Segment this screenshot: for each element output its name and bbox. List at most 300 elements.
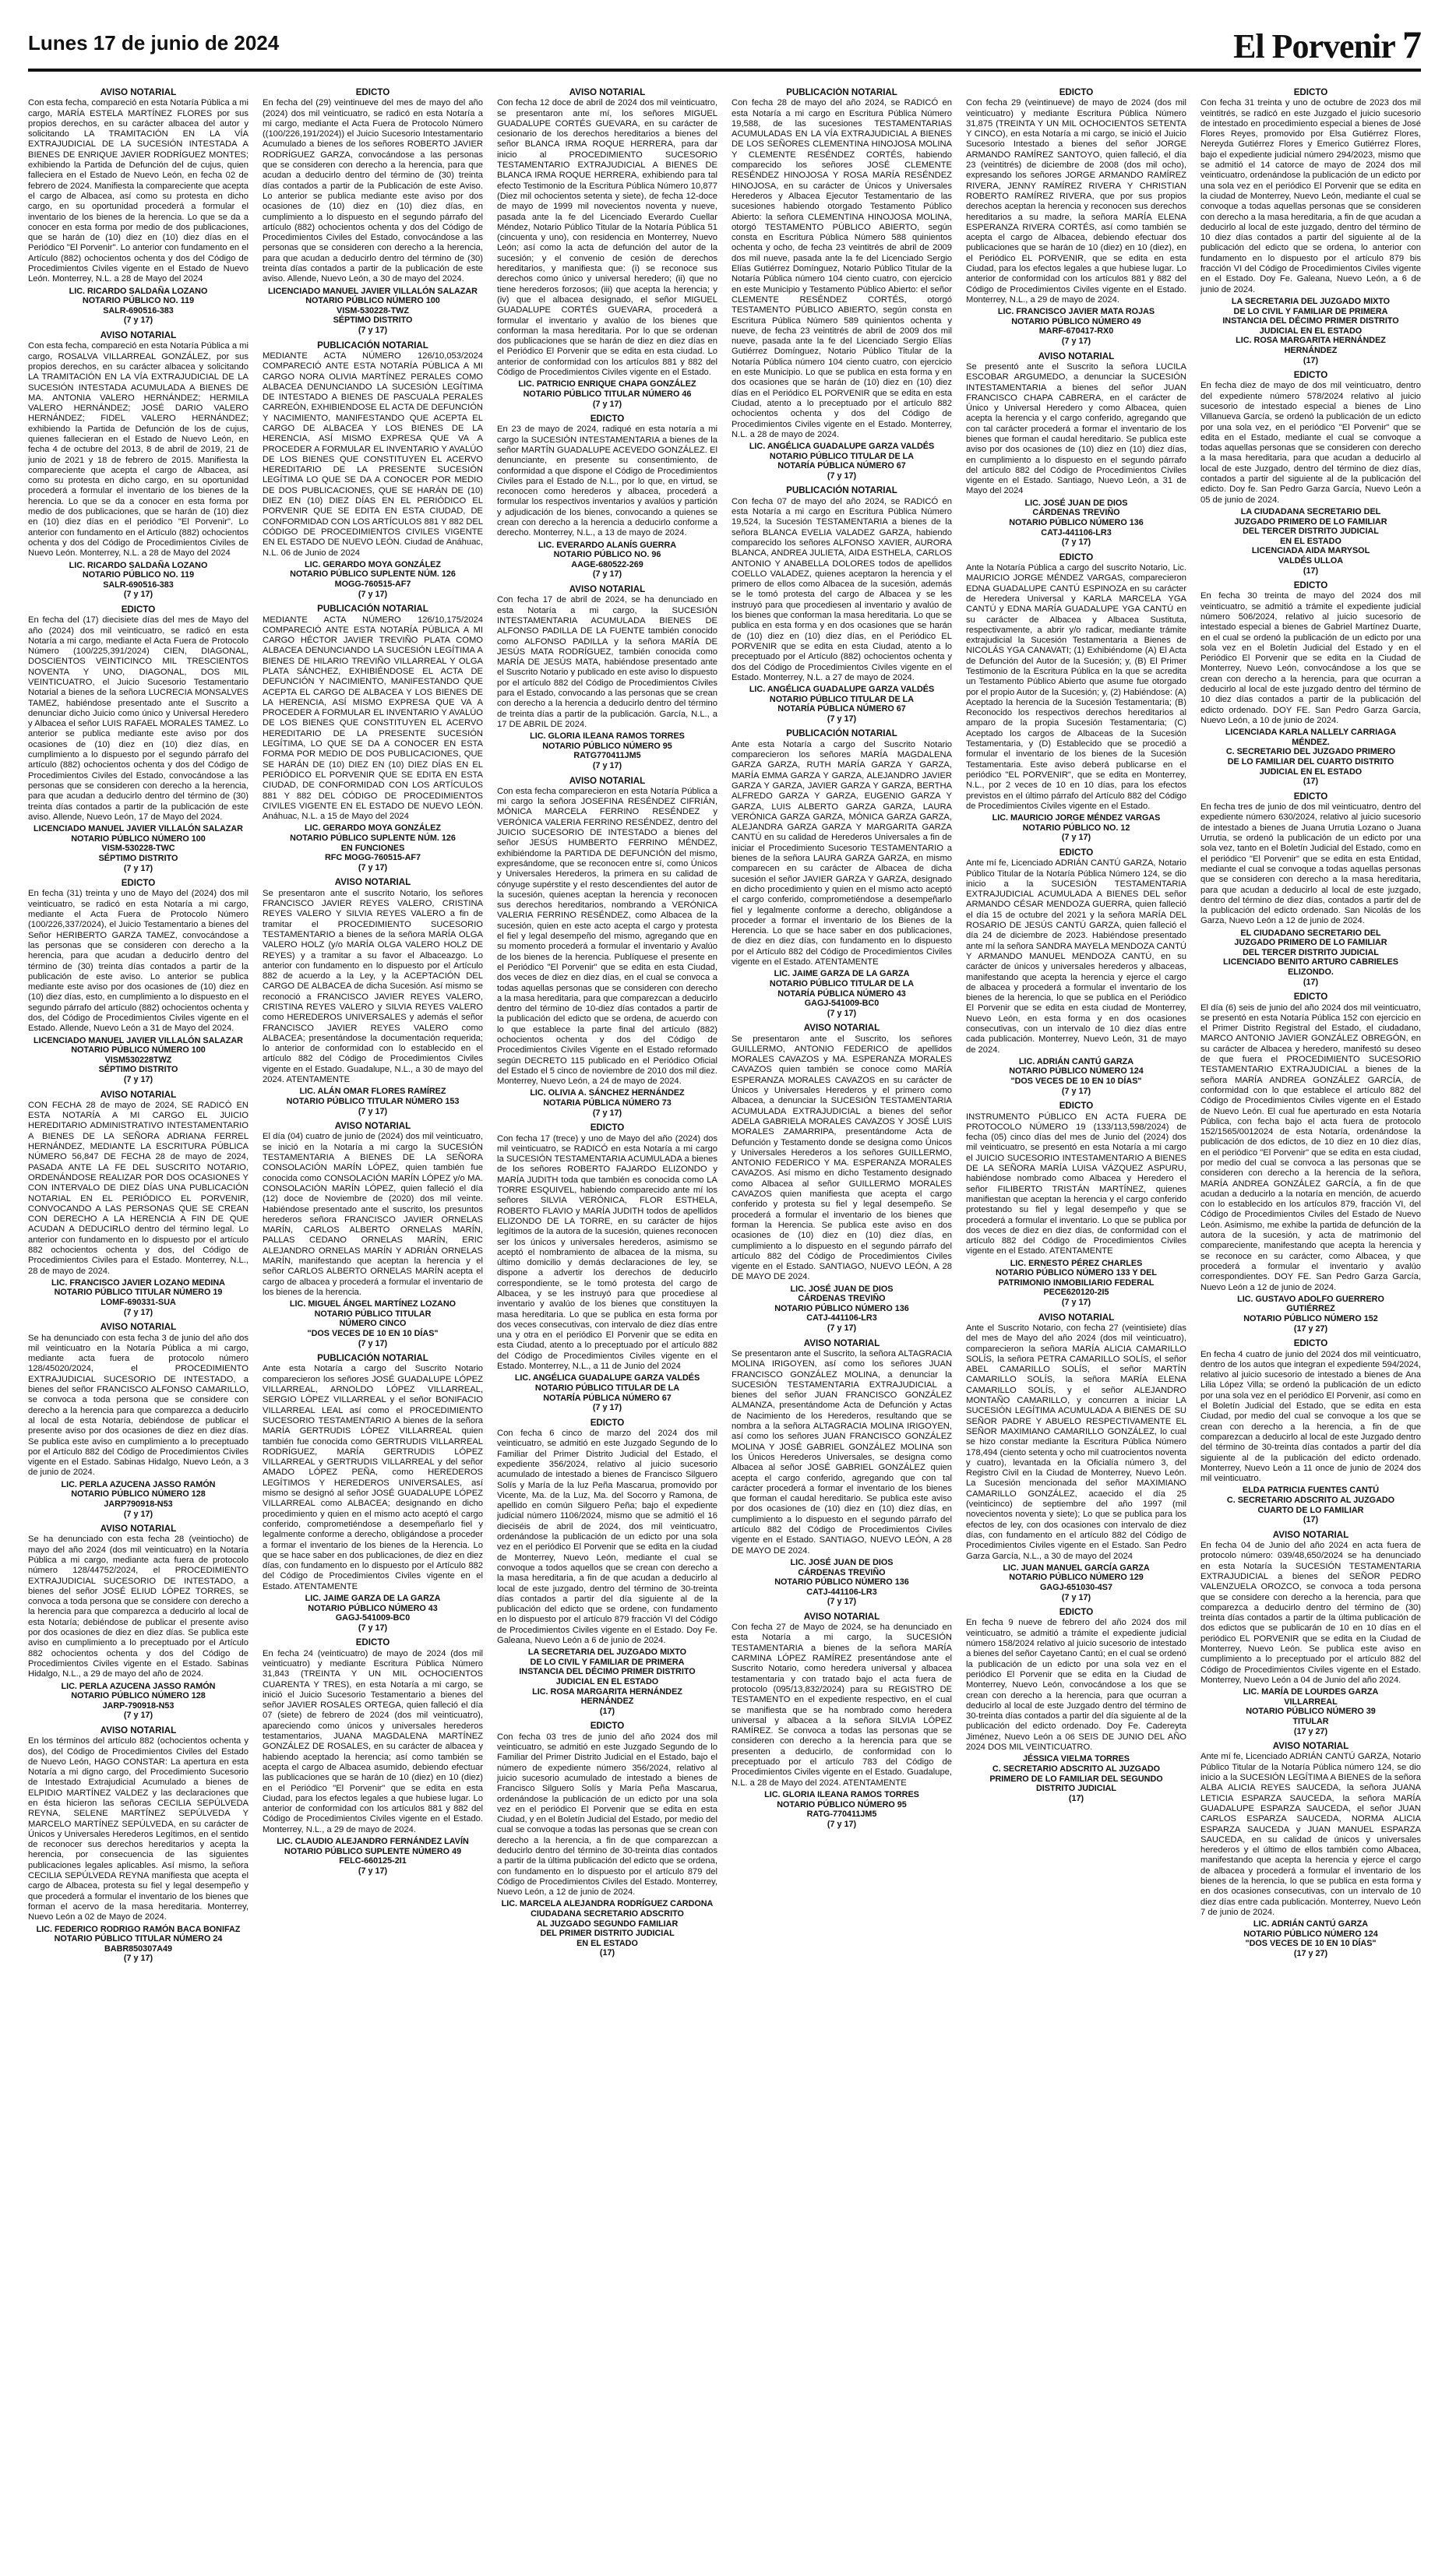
notice-signature <box>966 1259 1186 1308</box>
notice-body: INSTRUMENTO PÚBLICO EN ACTA FUERA DE PROTOCOLO NÚMERO 19 (133/113,598/2024) de fecha (05) cinco días del mes de Junio del (2024) dos mil veinticuatro, se presentó en esta Notaría a mi cargo el JUICIO SUCESORIO INTESTAMENTARIO A BIENES DE LA SEÑORA MARÍA LUISA VÁZQUEZ ASPURU, habiéndose nombrado como Albacea y Heredero el señor FILIBERTO TRISTÁN MARTÍNEZ, quienes manifiestan que aceptan la herencia y el cargo conferido protestando su fiel y legal desempeño y que se procederá a formular el inventario. Lo que se publica por dos veces de diez en diez días, de conformidad con el artículo 882 del Código de Procedimientos Civiles vigente en el Estado. ATENTAMENTE <box>966 1112 1186 1256</box>
signature-line: NOTARÍA PÚBLICA NÚMERO 67 <box>777 461 906 471</box>
notice-signature <box>28 1278 249 1317</box>
signature-line: C. SECRETARIO ADSCRITO AL JUZGADO <box>1226 1495 1395 1505</box>
signature-line: EL CIUDADANO SECRETARIO DEL <box>1240 928 1381 938</box>
notice-title: AVISO NOTARIAL <box>100 1322 177 1333</box>
legal-notice <box>263 1353 483 1633</box>
signature-line: LIC. PATRICIO ENRIQUE CHAPA GONZÁLEZ <box>518 379 696 389</box>
notice-columns <box>28 87 1421 2553</box>
notice-title: EDICTO <box>1059 847 1094 858</box>
signature-line: (7 y 17) <box>592 760 622 770</box>
signature-line: (7 y 17) <box>358 326 388 336</box>
notice-title: PUBLICACIÓN NOTARIAL <box>786 485 897 496</box>
legal-notice <box>28 878 249 1084</box>
legal-notice <box>966 351 1186 548</box>
legal-notice <box>263 877 483 1116</box>
notice-title: EDICTO <box>1293 1338 1328 1349</box>
notice-signature <box>966 307 1186 346</box>
legal-notice <box>28 330 249 600</box>
column-3 <box>497 87 717 2553</box>
signature-line: C. SECRETARIO DEL JUZGADO PRIMERO <box>1225 747 1396 757</box>
signature-line: DEL TERCER DISTRITO JUDICIAL <box>1243 947 1379 957</box>
signature-line: NOTARIO PÚBLICO NO. 119 <box>82 570 195 580</box>
signature-line: LIC. ALÁN OMAR FLORES RAMÍREZ <box>299 1087 446 1097</box>
notice-body: MEDIANTE ACTA NÚMERO 126/10,053/2024 COMPARECIÓ ANTE ESTA NOTARÍA PÚBLICA A MI CARGO NORA OLIVIA MARTÍNEZ PERALES COMO ALBACEA DENUNCIANDO LA SUCESIÓN LEGÍTIMA DE INTESTADO A BIENES DE PASCUALA PERALES CARREÓN, EXHIBIENDOSE EL ACTA DE DEFUNCIÓN Y NACIMIENTO, MANIFESTANDO QUE ACEPTA EL CARGO DE ALBACEA Y LOS BIENES DE LA HERENCIA, ASÍ MISMO EXPRESA QUE VA A PROCEDER A FORMULAR EL INVENTARIO Y AVALÚO DE LOS BIENES QUE CONSTITUYEN EL ACERVO HEREDITARIO DE LA PRESENTE SUCESIÓN LEGÍTIMA LO QUE SE DA A CONOCER POR MEDIO DE DOS PUBLICACIONES, QUE SE HARÁN DE (10) DIEZ EN (10) DIEZ DÍAS EN EL PERIÓDICO EL PORVENIR QUE SE EDITA EN ESTA CIUDAD, DE CONFORMIDAD CON LOS ARTÍCULOS 881 Y 882 DEL CÓDIGO DE PROCEDIMIENTOS CIVILES VIGENTE EN EL ESTADO DE NUEVO LEÓN. Ciudad de Anáhuac, N.L. 06 de Junio de 2024 <box>263 351 483 558</box>
notice-title: AVISO NOTARIAL <box>569 87 646 97</box>
notice-body: MEDIANTE ACTA NÚMERO 126/10,175/2024 COMPARECIÓ ANTE ESTA NOTARÍA PÚBLICA A MI CARGO HÉCTOR JAVIER TREVIÑO PLATA COMO ALBACEA DENUNCIANDO LA SUCESIÓN LEGÍTIMA A BIENES DE HILARIO TREVIÑO VILLARREAL Y OLGA PLATA SÁNCHEZ, EXHIBIÉNDOSE EL ACTA DE DEFUNCIÓN Y NACIMIENTO, MANIFESTANDO QUE ACEPTA EL CARGO DE ALBACEA Y LOS BIENES DE LA HERENCIA, ASÍ MISMO EXPRESA QUE VA A PROCEDER A FORMULAR EL INVENTARIO Y AVALÚO DE LOS BIENES QUE CONSTITUYEN EL ACERVO HEREDITARIO DE LA PRESENTE SUCESIÓN LEGÍTIMA, LO QUE SE DA A CONOCER EN ESTA FORMA POR MEDIO DE DOS PUBLICACIONES, QUE SE HARÁN DE (10) DIEZ EN (10) DIEZ DÍAS EN EL PERIÓDICO EL PORVENIR QUE SE EDITA EN ESTA CIUDAD, DE CONFORMIDAD CON LOS ARTÍCULOS 881 Y 882 DEL CÓDIGO DE PROCEDIMIENTOS CIVILES VIGENTE EN EL ESTADO DE NUEVO LEÓN. Anáhuac, N.L. a 15 de Mayo del 2024 <box>263 615 483 822</box>
signature-line: MARF-670417-RX0 <box>1038 326 1114 337</box>
signature-line: LIC. GLORIA ILEANA RAMOS TORRES <box>530 731 685 742</box>
legal-notice <box>966 1313 1186 1603</box>
signature-line: VISM-530228-TWC <box>101 844 175 854</box>
signature-line: GAGJ-541009-BC0 <box>804 999 880 1009</box>
signature-line: JUDICIAL EN EL ESTADO <box>1259 326 1363 336</box>
notice-title: EDICTO <box>590 1122 625 1133</box>
signature-line: NOTARIO PÚBLICO NÚMERO 129 <box>1009 1573 1144 1583</box>
signature-line: (7 y 17) <box>358 1623 388 1633</box>
notice-signature <box>732 442 952 481</box>
notice-body: En los términos del artículo 882 (ochocientos ochenta y dos), del Código de Procedimientos Civiles del Estado de Nuevo León, HAGO CONSTAR: La apertura en esta Notaría a mi digno cargo, del Procedimiento Sucesorio de Intestado Extrajudicial Acumulado a bienes de ELPIDIO MARTÍNEZ VALDEZ y las declaraciones que en ésta hicieron las señoras CECILIA SEPÚLVEDA REYNA, SELENE MARTÍNEZ SEPÚLVEDA Y MARCELO MARTÍNEZ SEPÚLVEDA, en su carácter de Únicos y Universales Herederos Legítimos, en el sentido de reconocer sus derechos hereditarios y acepta la herencia, por consecuencia de las siguientes publicaciones legales aplicables. Así mismo, la señora CECILIA SEPÚLVEDA REYNA manifiesta que acepta el cargo de Albacea, protesta su fiel y legal desempeño y que procederá a formular el inventario de los bienes que forman el acervo de la masa hereditaria. Monterrey, Nuevo León a 02 de Mayo de 2024. <box>28 1736 249 1922</box>
notice-body: Con fecha 07 de mayo del año 2024, se RADICÓ en esta Notaría a mi cargo en Escritura Pública Número 19,524, la Sucesión TESTAMENTARIA a bienes de la señora BLANCA EVELIA VALADEZ GARZA, habiendo comparecido los señores ALFONSO XAVIER, AURORA BLANCA, ANDREA JULIETA, AIDA ESTHELA, CARLOS ANTONIO Y ANABELLA DOLORES todos de apellidos COELLO VALADEZ, quienes aceptaron la herencia y el primero de ellos como Albacea de la sucesión, además se le tomó protesta del cargo de Albacea y se les instruyó para que procediesen al inventario y avalúo de los bienes que conforman la masa hereditaria. Lo que se publica en esta forma y en dos ocasiones que se harán de (10) diez en (10) diez días, en el Periódico EL PORVENIR que se edita en esta Ciudad, atento a lo preceptuado por el Artículo (882) ochocientos ochenta y dos del Código de Procedimientos Civiles vigente en el Estado. Monterrey, N.L. a 27 de mayo de 2024. <box>732 496 952 682</box>
notice-title: EDICTO <box>121 878 156 889</box>
notice-title: EDICTO <box>1059 1607 1094 1618</box>
notice-signature <box>497 731 717 770</box>
notice-body: Con fecha 12 doce de abril de 2024 dos mil veinticuatro, se presentaron ante mí, los señores MIGUEL GUADALUPE CORTÉS GUEVARA, en su carácter de cesionario de los derechos hereditarios a bienes del señor BLANCA IRMA ROQUE HERRERA, para dar inicio al PROCEDIMIENTO SUCESORIO TESTAMENTARIO EXTRAJUDICIAL A BIENES DE BLANCA IRMA ROQUE HERRERA, exhibiendo para tal efecto Testimonio de la Escritura Pública Número 10,877 (Diez mil ochocientos setenta y siete), de fecha 12-doce de mayo de 1999 mil novecientos noventa y nueve, pasada ante la fe del Licenciado Everardo Cuellar Méndez, Notario Público Titular de la Notaría Pública 51 (cincuenta y uno), con residencia en Monterrey, Nuevo León; así como la acta de defunción del autor de la sucesión; y el convenio de cesión de derechos hereditarios, y manifiesta que: (i) se reconoce sus derechos como único y universal heredero; (ii) que no tiene herederos forzosos; (iii) que acepta la herencia; y (iv) que el albacea designado, el señor MIGUEL GUADALUPE CORTÉS GUEVARA, procederá a formular el inventario y avalúo de los bienes que conforman la masa hereditaria. Por lo que se ordenan dos publicaciones que se harán de diez en diez días en el Periódico El Porvenir que se edita en esta ciudad. Lo anterior de conformidad con los artículos 881 y 882 del Código de Procedimientos Civiles vigente en el Estado. <box>497 98 717 378</box>
signature-line: NOTARIO PÚBLICO NÚMERO 43 <box>308 1603 438 1613</box>
signature-line: (7 y 17) <box>827 1323 857 1334</box>
notice-body: Con fecha 17 de abril de 2024, se ha denunciado en esta Notaría a mi cargo, la SUCESIÓN INTESTAMENTARIA ACUMULADA BIENES DE ALFONSO PADILLA DE LA FUENTE también conocido como ALFONSO PADILLA y la señora MARÍA DE JESÚS MATA RODRÍGUEZ, también conocida como MARÍA DE JESÚS MATA, habiéndose presentado ante el Suscrito Notario y publicado en este aviso lo dispuesto por el artículo 882 del Código de Procedimientos Civiles para el Estado, convocando a las personas que se crean con derecho a la herencia a deducirlo dentro del término de treinta días a partir de la publicación. García, N.L., a 17 DE ABRIL DE 2024. <box>497 595 717 729</box>
signature-line: NOTARIA PÚBLICA NÚMERO 73 <box>543 1098 672 1108</box>
notice-title: EDICTO <box>1293 370 1328 381</box>
signature-line: (7 y 17) <box>123 1954 153 1964</box>
signature-line: RATG770411JM5 <box>573 751 641 761</box>
signature-line: MOGG-760515-AF7 <box>334 580 411 590</box>
notice-body: En fecha 9 nueve de febrero del año 2024 dos mil veinticuatro, se admitió a trámite el expediente judicial número 158/2024 relativo al juicio sucesorio de intestado a bienes del señor Cayetano Cantú; en el cual se ordenó la publicación de un edicto por una sola vez en el periódico El Porvenir que se edita en la Ciudad de Monterrey, Nuevo León, convocándose a los que se crean con derecho a la herencia, para que ocurran a deducirlo al local de este Juzgado dentro del término de 30-treinta días contados a partir del día siguiente al de la publicación del edicto ordenado. Doy Fe. Cadereyta Jiménez, Nuevo León a 06 SEIS DE JUNIO DEL AÑO 2024 DOS MIL VEINTICUATRO. <box>966 1618 1186 1753</box>
signature-line: EN EL ESTADO <box>576 1938 638 1948</box>
signature-line: VALDÉS ULLOA <box>1278 555 1344 566</box>
notice-signature <box>28 1682 249 1721</box>
signature-line: EN FUNCIONES <box>340 843 405 853</box>
signature-line: LIC. JOSÉ JUAN DE DIOS <box>790 1557 894 1567</box>
signature-line: RATG-770411JM5 <box>806 1810 877 1820</box>
signature-line: NOTARIO PÚBLICO SUPLENTE NÚMERO 49 <box>284 1846 462 1856</box>
signature-line: LIC. JOSÉ JUAN DE DIOS <box>790 1284 894 1294</box>
notice-signature <box>497 1373 717 1412</box>
signature-line: (17) <box>1303 355 1319 365</box>
signature-line: CATJ-441106-LR3 <box>806 1313 877 1323</box>
signature-line: JÉSSICA VIELMA TORRES <box>1023 1754 1130 1764</box>
notice-body: Con fecha 6 cinco de marzo del 2024 dos mil veinticuatro, se admitió en este Juzgado Segundo de lo Familiar del Primer Distrito Judicial del Estado, el expediente 356/2024, relativo al juicio sucesorio acumulado de intestado a bienes de Francisco Silguero Solís y María de la luz Peña Mascarua, promovido por Vicente, Ma. de la Luz, Ma. del Socorro y Ramona, de apellido en común Silguero Peña; bajo el expediente judicial número 1106/2024, mismo que se admitió el 16 dieciséis de abril de 2024, dos mil veinticuatro, ordenándose la publicación de un edicto por una sola vez en el periódico El Porvenir que se edita en la ciudad de Monterrey, Nuevo León, mediante el cual se convoque a todos aquellos que se crean con derecho a la masa hereditaria, a fin de que acudan a deducirlo al local de este juzgado, dentro del término de 30-treinta días contados a partir del día siguiente al de la publicación del edicto que se ordene, con fundamento en lo dispuesto por el artículo 879 fracción VI del Código de Procedimientos Civiles vigente en el Estado. Doy Fe. Galeana, Nuevo León a 6 de junio de 2024. <box>497 1429 717 1645</box>
column-4 <box>732 87 952 2553</box>
signature-line: NOTARIO PÚBLICO NÚMERO 100 <box>71 1045 206 1055</box>
signature-line: BABR850307A49 <box>104 1943 173 1954</box>
notice-signature <box>28 824 249 873</box>
legal-notice <box>497 776 717 1119</box>
signature-line: CATJ-441106-LR3 <box>1041 527 1112 537</box>
signature-line: (17) <box>1303 777 1319 787</box>
signature-line: NOTARIO PÚBLICO NÚMERO 95 <box>542 741 672 751</box>
notice-body: CON FECHA 28 de mayo de 2024, SE RADICÓ EN ESTA NOTARÍA A MI CARGO EL JUICIO HEREDITARIO ADMINISTRATIVO INTESTAMENTARIO A BIENES DE LA SEÑORA ADRIANA FERREL HERNÁNDEZ, MEDIANTE LA ESCRITURA PÚBLICA NÚMERO 56,847 DE FECHA 28 de mayo de 2024, PASADA ANTE LA FE DEL SUSCRITO NOTARIO, ORDENÁNDOSE REALIZAR POR DOS OCASIONES Y CON INTERVALO DE DIEZ DÍAS UNA PUBLICACIÓN NOTARIAL EN EL PERIÓDICO EL PORVENIR, CONVOCANDO A LAS PERSONAS QUE SE CREAN CON DERECHO A LA HERENCIA A FIN DE QUE ACUDAN A DEDUCIRLO dentro del término legal. Lo anterior con fundamento en lo dispuesto por el artículo 882 ochocientos ochenta y dos, del Código de Procedimientos Civiles para el Estado. Monterrey, N.L., 28 de mayo de 2024. <box>28 1100 249 1276</box>
signature-line: NOTARIO PÚBLICO NÚMERO 124 <box>1243 1929 1378 1939</box>
signature-line: NOTARIO PÚBLICO TITULAR DE LA <box>534 1383 680 1393</box>
signature-line: CÁRDENAS TREVIÑO <box>798 1567 886 1577</box>
signature-line: NOTARIO PÚBLICO SUPLENTE NÚM. 126 <box>290 833 456 844</box>
notice-signature <box>1200 728 1421 787</box>
signature-line: (7 y 17) <box>827 714 857 724</box>
signature-line: GUTIÉRREZ <box>1286 1304 1335 1314</box>
notice-title: AVISO NOTARIAL <box>803 1023 880 1034</box>
signature-line: NOTARIO PÚBLICO NO. 96 <box>553 550 661 560</box>
notice-title: PUBLICACIÓN NOTARIAL <box>786 87 897 97</box>
notice-body: El día (04) cuatro de junio de (2024) dos mil veinticuatro, se inició en la Notaría a mi cargo la SUCESIÓN TESTAMENTARIA A BIENES DE LA SEÑORA CONSOLACIÓN MARÍN LÓPEZ, quien también fue conocida como CONSOLACIÓN MARÍN LÓPEZ y/o MA. CONSOLACIÓN MARÍN LÓPEZ, quien falleció el día (12) doce de Noviembre de (2020) dos mil veinte. Habiéndose presentado ante el suscrito, los presuntos herederos señora FRANCISCO JAVIER ORNELAS MARÍN, CARLOS ALBERTO ORNELAS MARÍN, PALLAS CEDANO ORNELAS MARÍN, ERIC ALEJANDRO ORNELAS MARÍN Y ADRIÁN ORNELAS MARÍN, manifestando que aceptan la herencia y el señor CARLOS ALBERTO ORNELAS MARÍN acepta el cargo de albacea y procederá a formular el inventario de los bienes de la herencia. <box>263 1132 483 1297</box>
notice-signature <box>1200 1485 1421 1524</box>
signature-line: AAGE-680522-269 <box>571 559 643 569</box>
notice-body: En 23 de mayo de 2024, radiqué en esta notaría a mi cargo la SUCESIÓN INTESTAMENTARIA a bienes de la señor MARTÍN GUADALUPE ACEVEDO GONZÁLEZ. El denunciante, en presente su consentimiento, de conformidad a que dispone el Código de Procedimientos Civiles para el Estado de N.L., por lo que, en virtud, se reconocen como herederos y albacea, procederá a formular los respectivos inventarios y avalúos y partición y adjudicación de los bienes, convocando a quienes se crean con derecho a la herencia a deducirlo conforme a derecho. Monterrey, N.L., a 13 de mayo de 2024. <box>497 425 717 538</box>
notice-title: AVISO NOTARIAL <box>803 1611 880 1622</box>
notice-title: AVISO NOTARIAL <box>100 87 177 97</box>
notice-body: Ante el Suscrito Notario, con fecha 27 (veintisiete) días del mes de Mayo del año 2024 (dos mil veinticuatro), comparecieron la señora MARÍA ALICIA CAMARILLO SOLÍS, la señora PETRA CAMARILLO SOLÍS, el señor ABEL CAMARILLO SOLÍS, el señor MARTÍN CAMARILLO SOLÍS, la señora MARÍA ELENA CAMARILLO SOLÍS, y el señor ALEJANDRO MONTAÑO CAMARILLO, y concurren a iniciar LA SUCESIÓN LEGÍTIMA ACUMULADA A BIENES DE SU SEÑOR PADRE Y ABUELO RESPECTIVAMENTE EL SEÑOR MAXIMIANO CAMARILLO GONZÁLEZ, lo cual se hizo constar mediante la Escritura Pública Número 178,494 (ciento setenta y ocho mil cuatrocientos noventa y cuatro), levantada en la Oficialía número 3, del Registro Civil en la Ciudad de Monterrey, Nuevo León. La Sucesión mencionada del señor MAXIMIANO CAMARILLO GONZÁLEZ, acaecido el día 25 (veinticinco) de septiembre del año 1997 (mil novecientos noventa y siete); Lo que se publica para los efectos de ley, con dos ocasiones con intervalo de diez días, con fundamento en el artículo 882 del Código de Procedimientos Civiles vigente en el Estado. San Pedro Garza García, N.L., a 30 de mayo del 2024 <box>966 1323 1186 1561</box>
signature-line: LA CIUDADANA SECRETARIO DEL <box>1240 506 1381 516</box>
signature-line: DEL PRIMER DISTRITO JUDICIAL <box>540 1929 675 1939</box>
signature-line: CÁRDENAS TREVIÑO <box>1032 508 1120 518</box>
legal-notice <box>263 1637 483 1876</box>
signature-line: LIC. MAURICIO JORGE MÉNDEZ VARGAS <box>992 813 1161 823</box>
notice-signature <box>966 1754 1186 1803</box>
signature-line: LIC. FRANCISCO JAVIER MATA ROJAS <box>997 307 1155 317</box>
signature-line: NOTARIO PÚBLICO NÚMERO 124 <box>1009 1066 1144 1077</box>
notice-signature <box>732 1790 952 1829</box>
legal-notice <box>966 1607 1186 1803</box>
signature-line: (17) <box>599 1706 615 1716</box>
notice-signature <box>28 561 249 600</box>
signature-line: (7 y 17) <box>123 590 153 600</box>
signature-line: (17 y 27) <box>1293 1949 1328 1959</box>
notice-signature <box>966 1057 1186 1096</box>
notice-body: En fecha 4 cuatro de junio del 2024 dos mil veinticuatro, dentro de los autos que integran el expediente 594/2024, relativo al juicio sucesorio de intestado a bienes de Ana Lilia López Villa; se ordenó la publicación de un edicto por una sola vez en el periódico El Porvenir, así como en el Boletín Judicial del Estado, que se edita en esta Ciudad, por medio del cual se convoque a los que se crean con derecho a la herencia, a fin de que comparezcan a deducirlo al local de este Juzgado dentro del término de 30-treinta días contados a partir del día siguiente al de la publicación del edicto ordenado. Monterrey, Nuevo León a 11 once de junio de 2024 dos mil veinticuatro. <box>1200 1349 1421 1484</box>
signature-line: HERNÁNDEZ <box>1284 345 1338 355</box>
signature-line: LIC. ADRIÁN CANTÚ GARZA <box>1018 1056 1134 1066</box>
page-number: 7 <box>1402 23 1421 66</box>
signature-line: (17 y 27) <box>1293 1726 1328 1736</box>
signature-line: LIC. FRANCISCO JAVIER LOZANO MEDINA <box>51 1277 225 1288</box>
signature-line: ELIZONDO. <box>1288 967 1334 978</box>
signature-line: NOTARIO PÚBLICO NO. 12 <box>1022 823 1130 833</box>
notice-body: En fecha 04 de Junio del año 2024 en acta fuera de protocolo número: 039/48,650/2024 se ha denunciado en esta Notaría la SUCESIÓN TESTAMENTARIA EXTRAJUDICIAL a bienes del SEÑOR PEDRO VALENZUELA OROZCO, se convoca a toda persona que se considere con derecho a la herencia, para que comparezca a deducirlo dentro del término de (30) treinta días contados a partir de la última publicación de dos edictos que se publicarán de 10 en 10 días en el periódico EL PORVENIR que se edita en la Ciudad de Monterrey, Nuevo León. Se publica este aviso en cumplimiento a lo preceptuado por el artículo 882 del Código de Procedimientos Civiles vigente en el Estado. Monterrey, Nuevo León a 04 de Junio del año 2024. <box>1200 1541 1421 1685</box>
legal-notice <box>732 1023 952 1333</box>
signature-line: (7 y 17) <box>1061 1298 1091 1308</box>
signature-line: FELC-660125-2I1 <box>339 1856 407 1866</box>
legal-notice <box>497 1122 717 1413</box>
signature-line: LOMF-690331-SUA <box>100 1298 176 1308</box>
signature-line: (7 y 17) <box>358 589 388 599</box>
legal-notice <box>732 1338 952 1607</box>
signature-line: (7 y 17) <box>1061 337 1091 347</box>
column-1 <box>28 87 249 2553</box>
notice-body: Se ha denunciado con esta fecha 3 de junio del año dos mil veinticuatro en la Notaría Pública a mi cargo, mediante acta fuera de protocolo número 128/45020/2024, el PROCEDIMIENTO EXTRAJUDICIAL SUCESORIO DE INTESTADO, a bienes del señor FRANCISCO ALFONSO CAMARILLO, se convoca a toda persona que se considere con derecho a la herencia para que comparezca a deducirlo al local de esta Notaría, debiéndose de publicar el presente aviso por dos ocasiones de diez en diez días. Se publica este aviso en cumplimiento a lo preceptuado por el Artículo 882 del Código de Procedimientos Civiles vigente en el Estado. Sabinas Hidalgo, Nuevo León, a 3 de junio de 2024. <box>28 1333 249 1478</box>
signature-line: NOTARIO PÚBLICO NÚMERO 95 <box>777 1799 907 1810</box>
signature-line: NOTARIO PÚBLICO TITULAR <box>314 1309 432 1319</box>
signature-line: (7 y 17) <box>123 1307 153 1317</box>
signature-line: NOTARIO PÚBLICO NÚMERO 133 Y DEL <box>996 1268 1157 1278</box>
signature-line: NOTARIO PÚBLICO NÚMERO 49 <box>1011 316 1141 326</box>
notice-body: Ante esta Notaría a cargo del Suscrito Notario comparecieron los señores MARÍA MAGDALENA GARZA GARZA, RUTH MARÍA GARZA Y GARZA, MARÍA EMMA GARZA Y GARZA, ALEJANDRO JAVIER GARZA Y GARZA, JAVIER GARZA Y GARZA, BERTHA ALFREDO GARZA Y GARZA, EUGENIO GARZA Y GARZA, LUIS ALBERTO GARZA GARZA, LAURA VERÓNICA GARZA GARZA, MÓNICA GARZA GARZA, ALEJANDRA GARZA GARZA Y MARGARITA GARZA CANTÚ en su calidad de Herederos Universales a fin de iniciar el Procedimiento Sucesorio TESTAMENTARIO a bienes de la señora LAURA GARZA GARZA, en mismo comparecen en su carácter de Albacea de dicha sucesión el señor JAVIER GARZA Y GARZA, designado en dicho procedimiento y quien en el mismo acto aceptó el cargo conferido, comprometiéndose a desempeñarlo fiel y legalmente conforme a derecho, obligándose a proceder a formar el inventario de los Bienes de la Herencia. Lo que se hace saber en dos publicaciones, de diez en diez días, con fundamento en lo dispuesto por el Artículo 882 del Código de Procedimientos Civiles vigente en el Estado. ATENTAMENTE <box>732 739 952 967</box>
legal-notice <box>497 1418 717 1717</box>
signature-line: LIC. JOSÉ JUAN DE DIOS <box>1024 498 1128 508</box>
notice-title: AVISO NOTARIAL <box>1272 1741 1349 1752</box>
signature-line: SALR-690516-383 <box>103 580 174 590</box>
signature-line: CIUDADANA SECRETARIO ADSCRITO <box>531 1909 684 1919</box>
notice-title: EDICTO <box>590 1721 625 1732</box>
signature-line: NOTARIO PÚBLICO TITULAR NÚMERO 19 <box>54 1288 223 1298</box>
notice-signature <box>966 499 1186 548</box>
notice-body: Se ha denunciado con esta fecha 28 (veintiocho) de mayo del año 2024 (dos mil veinticuatro) en la Notaría Pública a mi cargo, mediante acta fuera de protocolo número 128/44752/2024, el PROCEDIMIENTO EXTRAJUDICIAL SUCESORIO DE INTESTADO, a bienes del señor JOSÉ ELIUD LÓPEZ TORRES, se convoca a toda persona que se considere con derecho a la herencia para que comparezca a deducirlo al local de esta Notaría; debiéndose de publicar el presente aviso por dos ocasiones de diez en diez días. Se publica este aviso en cumplimiento a lo preceptuado por el Artículo 882 ochocientos ochenta y dos del Código de Procedimientos Civiles vigente en el Estado. Sabinas Hidalgo, N.L., a 29 de mayo del año de 2024. <box>28 1535 249 1679</box>
signature-line: NOTARIO PÚBLICO TITULAR DE LA <box>769 978 915 988</box>
notice-title: PUBLICACIÓN NOTARIAL <box>317 340 428 351</box>
notice-title: EDICTO <box>355 87 390 97</box>
signature-line: LIC. RICARDO SALDAÑA LOZANO <box>69 560 208 570</box>
notice-title: AVISO NOTARIAL <box>100 330 177 341</box>
signature-line: LICENCIADO BENITO ARTURO CABRIELES <box>1223 957 1398 967</box>
signature-line: (17 y 27) <box>1293 1323 1328 1334</box>
signature-line: SÉPTIMO DISTRITO <box>98 1065 178 1075</box>
legal-notice <box>28 87 249 326</box>
notice-signature <box>263 1837 483 1876</box>
signature-line: LIC. JAIME GARZA DE LA GARZA <box>305 1593 441 1603</box>
signature-line: AL JUZGADO SEGUNDO FAMILIAR <box>536 1919 679 1929</box>
signature-line: (7 y 17) <box>123 315 153 326</box>
signature-line: LA SECRETARIA DEL JUZGADO MIXTO <box>527 1647 687 1658</box>
notice-signature <box>263 1299 483 1348</box>
notice-title: AVISO NOTARIAL <box>100 1089 177 1100</box>
notice-title: AVISO NOTARIAL <box>334 877 411 888</box>
legal-notice <box>1200 370 1421 576</box>
signature-line: MÉNDEZ. <box>1292 737 1330 747</box>
notice-signature <box>497 1899 717 1958</box>
notice-body: Con fecha 29 (veintinueve) de mayo de 2024 (dos mil veinticuatro) y mediante Escritura Pública Número 31,875 (TREINTA Y UN MIL OCHOCIENTOS SETENTA Y CINCO), en esta Notaría a mi cargo, se inició el Juicio Sucesorio Intestado a bienes del señor JORGE ARMANDO RAMÍREZ SANTOYO, quien falleció, el día 23 (veintitrés) de diciembre de 2008 (dos mil ocho), expresando los señores JORGE ARMANDO RAMÍREZ RIVERA, JENNY RAMÍREZ RIVERA Y CHRISTIAN ROBERTO RAMÍREZ RIVERA, que por sus propios derechos aceptan la herencia y reconocen sus derechos hereditarios a su madre, la señora MARÍA ELENA ESPERANZA RIVERA CORTÉS, así como también se acepta el cargo de Albacea, debiendo efectuar dos publicaciones que se harán de 10 (diez) en 10 (diez), en el Periódico EL PORVENIR, que se edita en esta Ciudad, para los efectos legales a que hubiese lugar. Lo anterior de conformidad con los artículos 881 y 882 del Código de Procedimientos Civiles vigente en el Estado. Monterrey, N.L., a 29 de mayo de 2024. <box>966 98 1186 305</box>
signature-line: NOTARIO PÚBLICO TITULAR NÚMERO 153 <box>286 1096 460 1106</box>
notice-body: En fecha 30 treinta de mayo del 2024 dos mil veinticuatro, se admitió a trámite el expediente judicial número 506/2024, relativo al juicio sucesorio de intestado especial a bienes de Gabriel Martínez Duarte, en el cual se ordenó la publicación de un edicto por una sola vez en el Boletín Judicial del Estado y en el Periódico El Porvenir que se edita en la Ciudad de Monterrey, Nuevo León, convocándose a los que se crean con derecho a la herencia, para que ocurran a deducirlo al local de este juzgado dentro del término de 10 diez días contados a partir de la publicación del edicto ordenado. DOY FE. San Pedro Garza García, Nuevo León, a 10 de junio de 2024. <box>1200 591 1421 725</box>
notice-body: Con fecha 17 (trece) y uno de Mayo del año (2024) dos mil veinticuatro, se RADICÓ en esta Notaría a mi cargo la SUCESIÓN TESTAMENTARIA ACUMULADA a bienes de los señores ROBERTO FAJARDO ELIZONDO y MARÍA JUDITH toda que también es conocida como LA TORRE ESQUIVEL, habiendo comparecido ante mí los señores SILVIA VERÓNICA, FLOR ESTHELA, ROBERTO FLAVIO y MARÍA JUDITH todos de apellidos ELIZONDO DE LA TORRE, en su carácter de hijos legítimos de la autora de la sucesión, quienes reconocen ser los únicos y universales herederos, asimismo se aceptó el nombramiento de albacea de la misma, su último domicilio y demás declaraciones de ley, se dispone a advertir los derechos de deducirlo correspondiente, se le tomó protesta del cargo de Albacea, y se les instruyó para que procediese al inventario y avalúo de los bienes que constituyen la masa hereditaria. Lo que se publica en esta forma por dos veces consecutivas, con intervalo de diez días entre una y otra en el periódico El Porvenir que se edita en esta Ciudad, atento a lo preceptuado por el artículo 882 del Código de Procedimientos Civiles vigente en el Estado. Monterrey, N.L., a 11 de Junio del 2024 <box>497 1133 717 1372</box>
signature-line: VISM-530228-TWZ <box>337 305 409 315</box>
legal-notice <box>263 87 483 336</box>
signature-line: (7 y 17) <box>123 1711 153 1721</box>
notice-body: Se presentó ante el Suscrito la señora LUCILA ESCOBAR ARGUMEDO, a denunciar la SUCESIÓN INTESTAMENTARIA a bienes del señor JUAN FRANCISCO CHAPA CABRERA, en el carácter de Único y Universal Heredero y como Albacea, quien acepta la herencia y el cargo conferido, agregando que con tal carácter procederá a formar el inventario de los bienes que forman el caudal hereditario. Se publica este aviso por dos ocasiones de (10) diez en (10) diez días, en cumplimiento a lo dispuesto en el segundo párrafo del artículo 882 del Código de Procedimientos Civiles vigente en el Estado. Santiago, Nuevo León, a 31 de Mayo del 2024 <box>966 361 1186 496</box>
signature-line: NOTARIO PÚBLICO TITULAR NÚMERO 24 <box>54 1934 223 1944</box>
signature-line: LIC. PERLA AZUCENA JASSO RAMÓN <box>61 1479 216 1489</box>
signature-line: EN EL ESTADO <box>1280 536 1341 546</box>
notice-title: AVISO NOTARIAL <box>1272 1529 1349 1540</box>
signature-line: LICENCIADA AIDA MARYSOL <box>1251 546 1370 556</box>
signature-line: JARP-790918-N53 <box>102 1700 175 1711</box>
signature-line: NOTARIO PÚBLICO NÚMERO 152 <box>1243 1314 1378 1324</box>
notice-signature <box>28 287 249 326</box>
signature-line: JUDICIAL EN EL ESTADO <box>1259 766 1363 777</box>
signature-line: LIC. RICARDO SALDAÑA LOZANO <box>69 286 208 296</box>
notice-body: Con esta fecha, compareció en esta Notaría Pública a mi cargo, MARÍA ESTELA MARTÍNEZ FLORES por sus propios derechos, en su carácter albacea del autor y solicitando LA TRAMITACIÓN EN LA VÍA EXTRAJUDICIAL DE LA SUCESIÓN INTESTADA A BIENES DE ENRIQUE JAVIER RODRÍGUEZ MONTES; exhibiendo la Partida de Defunción del de cujus, quien falleciera en el Estado de Nuevo León, en fecha 02 de febrero de 2024. Manifiesta la compareciente que acepta el cargo de Albacea, así como su protesta en dicho cargo, en su oportunidad procederá a formular el inventario de los bienes de la herencia. Lo que se da a conocer en esta forma por medio de dos publicaciones, que se harán de (10) diez en (10) diez días en el Periódico "El Porvenir". Lo anterior con fundamento en el Artículo (882) ochocientos ochenta y dos del Código de Procedimientos Civiles vigente en el Estado de Nuevo León. Monterrey, N.L. a 28 de Mayo del 2024 <box>28 98 249 284</box>
legal-notice <box>1200 580 1421 787</box>
signature-line: (7 y 17) <box>592 1403 622 1413</box>
notice-signature <box>732 1558 952 1607</box>
notice-signature <box>497 1647 717 1716</box>
signature-line: "DOS VECES DE 10 EN 10 DÍAS" <box>307 1328 439 1338</box>
page-masthead <box>28 22 1421 72</box>
signature-line: (7 y 17) <box>827 1819 857 1829</box>
signature-line: SALR-690516-383 <box>103 305 174 315</box>
signature-line: LIC. MARÍA DE LOURDES GARZA <box>1243 1687 1379 1697</box>
notice-body: En fecha 24 (veinticuatro) de mayo de 2024 (dos mil veinticuatro) y mediante Escritura Pública Número 31,843 (TREINTA Y UN MIL OCHOCIENTOS CUARENTA Y TRES), en esta Notaría a mi cargo, se inició el Juicio Sucesorio Testamentario a bienes del señor JAVIER ROSALES ORTEGA, quien falleció el día 07 (siete) de febrero de 2024 (dos mil veinticuatro), apareciendo como únicos y universales herederos testamentarios, JUANA MAGDALENA MARTÍNEZ GONZÁLEZ DE ROSALES, en su carácter de albacea y habiendo aceptado la herencia; así como también se acepta el cargo de Albacea asumido, debiendo efectuar las publicaciones que se harán de 10 (diez) en 10 (diez) en el Periódico "El Porvenir" que se edita en esta Ciudad, para los efectos legales a que hubiese lugar. Lo anterior de conformidad con los artículos 881 y 882 del Código de Procedimientos Civiles vigente en el Estado. Monterrey, N.L., a 29 de mayo de 2024. <box>263 1648 483 1834</box>
signature-line: NOTARIO PÚBLICO TITULAR NÚMERO 46 <box>523 389 692 399</box>
signature-line: PECE620120-2I5 <box>1043 1288 1109 1298</box>
signature-line: NOTARIO PÚBLICO NÚMERO 136 <box>774 1577 909 1588</box>
signature-line: CÁRDENAS TREVIÑO <box>798 1294 886 1304</box>
signature-line: VILLARREAL <box>1284 1697 1338 1707</box>
notice-body: El día (6) seis de junio del año 2024 dos mil veinticuatro, se presentó en esta Notaría Pública 152 con ejercicio en el Primer Distrito Registral del Estado, el ciudadano, MARCO ANTONIO JAVIER GONZÁLEZ OBREGÓN, en su carácter de Albacea y heredero, manifestó su deseo de que fuera el PROCEDIMIENTO SUCESORIO TESTAMENTARIO EXTRAJUDICIAL a bienes de la señora MARÍA ANDREA GONZÁLEZ GARCÍA, de conformidad con lo que establece el artículo 882 del Código de Procedimientos Civiles vigente en el Estado de Nuevo León. El cual fue aperturado en esta Notaría Pública, con fecha bajo el acta fuera de protocolo 152/1565/0012024 de esta Notaría, ordenándose la publicación de dos edictos, de 10 diez en 10 diez días, en el periódico "El Porvenir" que se edita en esta ciudad, por medio del cual se convoca a las personas que se consideren con derecho a la herencia de la señora, MARÍA ANDREA GONZÁLEZ GARCÍA, a fin de que acudan a deducirlo a la notaría en mención, de acuerdo con lo establecido en los artículos 879, fracción VI, del Código de Procedimientos Civiles del Estado de Nuevo León. Asimismo, me exhibe la partida de defunción de la autora de la sucesión, y acta de matrimonio del compareciente, manifestando que acepta la herencia y se reconoce en su carácter, como Albacea, y que procederá a formular el inventario y avalúo correspondientes. DOY FE. San Pedro Garza García, Nuevo León a 12 de junio de 2024. <box>1200 1003 1421 1292</box>
signature-line: NOTARÍA PÚBLICA NÚMERO 67 <box>777 704 906 714</box>
signature-line: (7 y 17) <box>123 1509 153 1519</box>
signature-line: INSTANCIA DEL DÉCIMO PRIMER DISTRITO <box>1222 316 1399 326</box>
legal-notice <box>28 604 249 873</box>
notice-body: Ante esta Notaría a cargo del Suscrito Notario comparecieron los señores JOSÉ GUADALUPE LÓPEZ VILLARREAL, ARNOLDO LÓPEZ VILLARREAL, SERGIO LÓPEZ VILLARREAL y el señor BONIFACIO VILLARREAL LEAL así como el PROCEDIMIENTO SUCESORIO TESTAMENTARIO A bienes de la señora MARÍA GERTRUDIS LÓPEZ VILLARREAL quien también fue conocida como GERTRUDIS VILLARREAL RODRÍGUEZ, MARÍA GERTRUDIS LÓPEZ VILLARREAL y GERTRUDIS VILLARREAL y del señor AMADO LÓPEZ PEÑA, como HEREDEROS LEGÍTIMOS Y HEREDEROS UNIVERSALES, así mismo se designó al señor JOSÉ GUADALUPE LÓPEZ VILLARREAL como ALBACEA; designando en dicho procedimiento y quien en el mismo acto aceptó el cargo conferido, comprometiéndose a desempeñarlo fiel y legalmente conforme a derecho, obligándose a proceder a formar el inventario de los bienes de la Herencia. Lo que se hace saber en dos publicaciones, de diez en diez días, con fundamento en lo dispuesto por el Artículo 882 del Código de Procedimientos Civiles vigente en el Estado. ATENTAMENTE <box>263 1364 483 1591</box>
signature-line: (17) <box>1068 1793 1084 1803</box>
legal-notice <box>28 1524 249 1721</box>
notice-body: Ante mí fe, Licenciado ADRIÁN CANTÚ GARZA, Notario Público Titular de la Notaría Pública Número 124, se dio inicio a la SUCESIÓN TESTAMENTARIA EXTRAJUDICIAL ACUMULADA A BIENES DEL señor ARMANDO CÉSAR MENDOZA GUERRA, quien falleció el día 15 de octubre del 2021 y la señora MARÍA DEL ROSARIO DE JESÚS CANTÚ GARZA, quien falleció el día 24 de diciembre de 2023. Habiéndose presentado ante mí la señora SANDRA MAYELA MENDOZA CANTÚ Y ARMANDO MANUEL MENDOZA CANTÚ, en su carácter de únicos y universales herederos y albaceas, manifestando que acepta la herencia y ejerce el cargo de albacea y procederá a formular el inventario de los bienes de la herencia, lo que se publica en el Periódico El Porvenir que se edita en esta ciudad de Monterrey, Nuevo León, en esta forma y en dos ocasiones consecutivas, con un intervalo de 10 diez días entre cada publicación. Monterrey, Nuevo León, 31 de mayo de 2024. <box>966 858 1186 1055</box>
signature-line: LIC. ERNESTO PÉREZ CHARLES <box>1010 1258 1143 1268</box>
notice-body: Con esta fecha comparecieron en esta Notaría Pública a mi cargo la señora JOSEFINA RESÉNDEZ CIFRIÁN, MÓNICA MARCELA FERRINO RESÉNDEZ y VERÓNICA VALERIA FERRINO RESÉNDEZ, dentro del JUICIO SUCESORIO DE INTESTADO a bienes del señor JESÚS HUMBERTO FERRINO MÉNDEZ, exhibiéndome la PARTIDA DE DEFUNCIÓN del mismo, expresándome, que se reconocen entre sí, como Únicos y Universales Herederos, la primera en su calidad de cónyuge supérstite y el resto descendientes del autor de la sucesión, quienes aceptan la herencia y reconocen sus derechos hereditarios, nombrando a VERÓNICA VALERIA FERRINO RESÉNDEZ, como Albacea de la sucesión, quien en este acto acepta el cargo y protesta el fiel y legal desempeño del mismo, agregando que en su momento procederá a formular el inventario y Avalúo de los bienes de la herencia. Publíquese el presente en el Periódico "El Porvenir" que se edita en esta Ciudad, dos veces de diez en diez días, en el cual se convoca a todas aquellas personas que se consideren con derecho a la masa hereditaria, para que comparezcan a deducirlo dentro del término de 10-diez días contados a partir de la publicación del edicto que se ordena, de acuerdo con lo que establece la parte final del artículo (882) ochocientos ochenta y dos del Código de Procedimientos Civiles Vigente en el Estado reformado según DECRETO 115 publicado en el Periódico Oficial del Estado el 5 cinco de noviembre de 2010 dos mil diez. Monterrey, Nuevo León, a 24 de mayo de 2024. <box>497 786 717 1087</box>
legal-notice <box>497 87 717 409</box>
signature-line: GAGJ-651030-4S7 <box>1039 1582 1113 1592</box>
notice-title: PUBLICACIÓN NOTARIAL <box>786 728 897 739</box>
legal-notice <box>1200 791 1421 987</box>
notice-signature <box>497 1088 717 1118</box>
notice-signature <box>1200 1919 1421 1958</box>
notice-title: AVISO NOTARIAL <box>100 1524 177 1535</box>
notice-signature <box>1200 297 1421 365</box>
signature-line: NOTARIO PÚBLICO NÚMERO 39 <box>1246 1707 1376 1717</box>
signature-line: NOTARIO PÚBLICO NÚMERO 136 <box>1009 517 1144 527</box>
notice-signature <box>263 560 483 599</box>
notice-signature <box>28 1925 249 1964</box>
signature-line: LIC. GLORIA ILEANA RAMOS TORRES <box>764 1789 919 1799</box>
signature-line: "DOS VECES DE 10 EN 10 DÍAS" <box>1245 1939 1377 1949</box>
signature-line: LIC. FEDERICO RODRIGO RAMÓN BACA BONIFAZ <box>36 1924 241 1934</box>
signature-line: LICENCIADO MANUEL JAVIER VILLALÓN SALAZAR <box>33 824 243 834</box>
notice-title: EDICTO <box>355 1637 390 1648</box>
legal-notice <box>966 848 1186 1096</box>
signature-line: CATJ-441106-LR3 <box>806 1587 877 1597</box>
notice-signature <box>263 1087 483 1116</box>
signature-line: DE LO FAMILIAR DEL CUARTO DISTRITO <box>1227 757 1394 767</box>
notice-title: AVISO NOTARIAL <box>1038 351 1115 361</box>
signature-line: (7 y 17) <box>358 1338 388 1348</box>
notice-title: EDICTO <box>590 414 625 425</box>
signature-line: (17) <box>1303 977 1319 987</box>
signature-line: (7 y 17) <box>358 1866 388 1876</box>
signature-line: "DOS VECES DE 10 EN 10 DÍAS" <box>1010 1077 1142 1087</box>
legal-notice <box>1200 1338 1421 1525</box>
notice-signature <box>1200 929 1421 988</box>
legal-notice <box>1200 992 1421 1334</box>
signature-line: LIC. GERARDO MOYA GONZÁLEZ <box>305 559 441 569</box>
signature-line: (7 y 17) <box>358 1106 388 1116</box>
notice-signature <box>1200 1687 1421 1736</box>
signature-line: NOTARIO PÚBLICO TITULAR DE LA <box>769 451 915 461</box>
notice-body: Con fecha 31 treinta y uno de octubre de 2023 dos mil veintitrés, se radicó en este Juzgado el juicio sucesorio de intestado en procedimiento especial a bienes de José Flores Reyes, promovido por Elsa Gutiérrez Flores, Nereyda Gutiérrez Flores y Emerico Gutiérrez Flores, bajo el expediente judicial número 294/2023, mismo que se admitió el 14 catorce de mayo de 2024 dos mil veinticuatro, ordenándose la publicación de un edicto por una sola vez en el periódico El Porvenir que se edita en la ciudad de Monterrey, Nuevo León, mediante el cual se convoque a todas aquellas personas que se consideren con derecho a la masa hereditaria, a fin de que acudan a deducirlo al local de este juzgado, dentro del término de 10 diez días contados a partir del siguiente al de la publicación del edicto que se ordena, lo anterior con fundamento en lo dispuesto por el artículo 879 bis fracción VI del Código de Procedimientos Civiles vigente en el Estado. Doy Fe. Galeana, Nuevo León, a 6 de junio de 2024. <box>1200 98 1421 294</box>
notice-signature <box>28 1036 249 1085</box>
notice-title: AVISO NOTARIAL <box>569 775 646 786</box>
signature-line: JARP790918-N53 <box>104 1499 173 1509</box>
notice-title: EDICTO <box>590 1417 625 1428</box>
signature-line: RFC MOGG-760515-AF7 <box>325 853 421 863</box>
notice-body: Ante la Notaría Pública a cargo del suscrito Notario, Lic. MAURICIO JORGE MÉNDEZ VARGAS, comparecieron EDNA GUADALUPE CANTÚ ESPINOZA en su carácter de Heredera Universal y KARLA MARCELA YGA CANTÚ y EDNA MARÍA GUADALUPE YGA CANTÚ en su carácter de Albacea y Albacea Sustituta, respectivamente, a abrir y/o radicar, mediante trámite extrajudicial la Sucesión Testamentaria a Bienes de NICOLÁS YGA CANAVATI; (1) Exhibiéndome (A) El Acta de Defunción del Autor de la Sucesión; y, (B) El Primer Testimonio de la Escritura Pública en la que se acredita un Testamento Público Abierto que asume fue otorgado por el propio Autor de la Sucesión; y, (2) Habiéndose: (A) Aceptado la herencia de la Sucesión Testamentaria; (B) Reconocido los respectivos derechos hereditarios al amparo de la propia Sucesión Testamentaria; (C) Aceptado los cargos de Albaceas de la Sucesión Testamentaria, y (D) Establecido que se procedió a formular el inventario de los bienes de la Sucesión Testamentaria. Este aviso deberá publicarse en el periódico "EL PORVENIR", que se edita en Monterrey, N.L., por 2 veces de 10 en 10 días, para los efectos previstos en el último párrafo del Artículo 882 del Código de Procedimientos Civiles vigente en el Estado. <box>966 563 1186 811</box>
signature-line: LIC. OLIVIA A. SÁNCHEZ HERNÁNDEZ <box>530 1088 685 1098</box>
legal-notice <box>28 1322 249 1519</box>
signature-line: DE LO CIVIL Y FAMILIAR DE PRIMERA <box>1233 306 1388 316</box>
column-5 <box>966 87 1186 2553</box>
legal-notice <box>732 485 952 724</box>
legal-notice <box>28 1725 249 1964</box>
legal-notice <box>1200 1741 1421 1958</box>
notice-title: EDICTO <box>1293 992 1328 1003</box>
signature-line: LA SECRETARIA DEL JUZGADO MIXTO <box>1231 296 1391 306</box>
signature-line: LIC. MIGUEL ÁNGEL MARTÍNEZ LOZANO <box>289 1299 457 1309</box>
signature-line: C. SECRETARIO ADSCRITO AL JUZGADO <box>992 1764 1161 1774</box>
signature-line: NOTARIO PÚBLICO NÚMERO 100 <box>71 833 206 844</box>
signature-line: NOTARIO PÚBLICO NÚMERO 100 <box>305 296 440 306</box>
legal-notice <box>497 1721 717 1958</box>
signature-line: (7 y 17) <box>1061 1592 1091 1602</box>
notice-signature <box>28 1480 249 1519</box>
signature-line: (7 y 17) <box>1061 833 1091 843</box>
signature-line: DEL TERCER DISTRITO JUDICIAL <box>1243 527 1379 537</box>
notice-title: AVISO NOTARIAL <box>334 1121 411 1132</box>
notice-body: Con fecha 03 tres de junio del año 2024 dos mil veinticuatro, se admitió en este Juzgado Segundo de lo Familiar del Primer Distrito Judicial en el Estado, bajo el número de expediente número 356/2024, relativo al juicio sucesorio acumulado de intestado a bienes de Francisco Silguero Solís y María Peña Mascarua, ordenándose la publicación de un edicto por una sola vez en el periódico El Porvenir que se edita en esta Ciudad, y en el Boletín Judicial del Estado, por medio del cual se convoque a todas las personas que se crean con derecho a la herencia, a fin de que comparezcan a deducirlo dentro del término de 30-treinta días contados a partir de la última publicación del edicto que se ordena, con fundamento en lo dispuesto por el artículo 879 del Código de Procedimientos Civiles del Estado. Monterrey, Nuevo León, a 12 de junio de 2024. <box>497 1732 717 1898</box>
signature-line: LICENCIADO MANUEL JAVIER VILLALÓN SALAZAR <box>33 1035 243 1045</box>
legal-notice <box>732 87 952 481</box>
signature-line: (17) <box>1303 566 1319 576</box>
logo-text: El Porvenir <box>1233 27 1394 65</box>
legal-notice <box>732 1612 952 1829</box>
signature-line: NOTARIO PÚBLICO NÚMERO 128 <box>71 1489 206 1499</box>
notice-title: AVISO NOTARIAL <box>1038 1312 1115 1323</box>
legal-notice <box>497 414 717 580</box>
signature-line: LIC. ROSA MARGARITA HERNÁNDEZ <box>1236 336 1386 346</box>
signature-line: (7 y 17) <box>123 863 153 873</box>
signature-line: LIC. CLAUDIO ALEJANDRO FERNÁNDEZ LAVÍN <box>277 1837 469 1846</box>
signature-line: LIC. PERLA AZUCENA JASSO RAMÓN <box>61 1681 216 1691</box>
legal-notice <box>28 1090 249 1318</box>
signature-line: LIC. ADRIÁN CANTÚ GARZA <box>1253 1919 1369 1929</box>
notice-title: PUBLICACIÓN NOTARIAL <box>317 1353 428 1364</box>
column-6 <box>1200 87 1421 2553</box>
notice-title: EDICTO <box>1059 551 1094 562</box>
signature-line: DE LO CIVIL Y FAMILIAR DE PRIMERA <box>530 1657 685 1667</box>
signature-line: NOTARIO PÚBLICO NÚMERO 136 <box>774 1303 909 1313</box>
signature-line: (7 y 17) <box>592 1108 622 1118</box>
signature-line: LIC. ANGÉLICA GUADALUPE GARZA VALDÉS <box>514 1373 700 1383</box>
signature-line: (7 y 17) <box>592 569 622 580</box>
signature-line: VISM530228TWZ <box>104 1055 172 1065</box>
signature-line: LIC. GERARDO MOYA GONZÁLEZ <box>305 823 441 833</box>
legal-notice <box>497 584 717 771</box>
column-2 <box>263 87 483 2553</box>
notice-title: EDICTO <box>1059 1101 1094 1112</box>
legal-notice <box>966 87 1186 347</box>
notice-title: AVISO NOTARIAL <box>100 1725 177 1736</box>
notice-title: EDICTO <box>1293 580 1328 591</box>
signature-line: LIC. ANGÉLICA GUADALUPE GARZA VALDÉS <box>749 685 935 695</box>
legal-notice <box>263 340 483 600</box>
signature-line: LIC. GUSTAVO ADOLFO GUERRERO <box>1237 1294 1384 1304</box>
